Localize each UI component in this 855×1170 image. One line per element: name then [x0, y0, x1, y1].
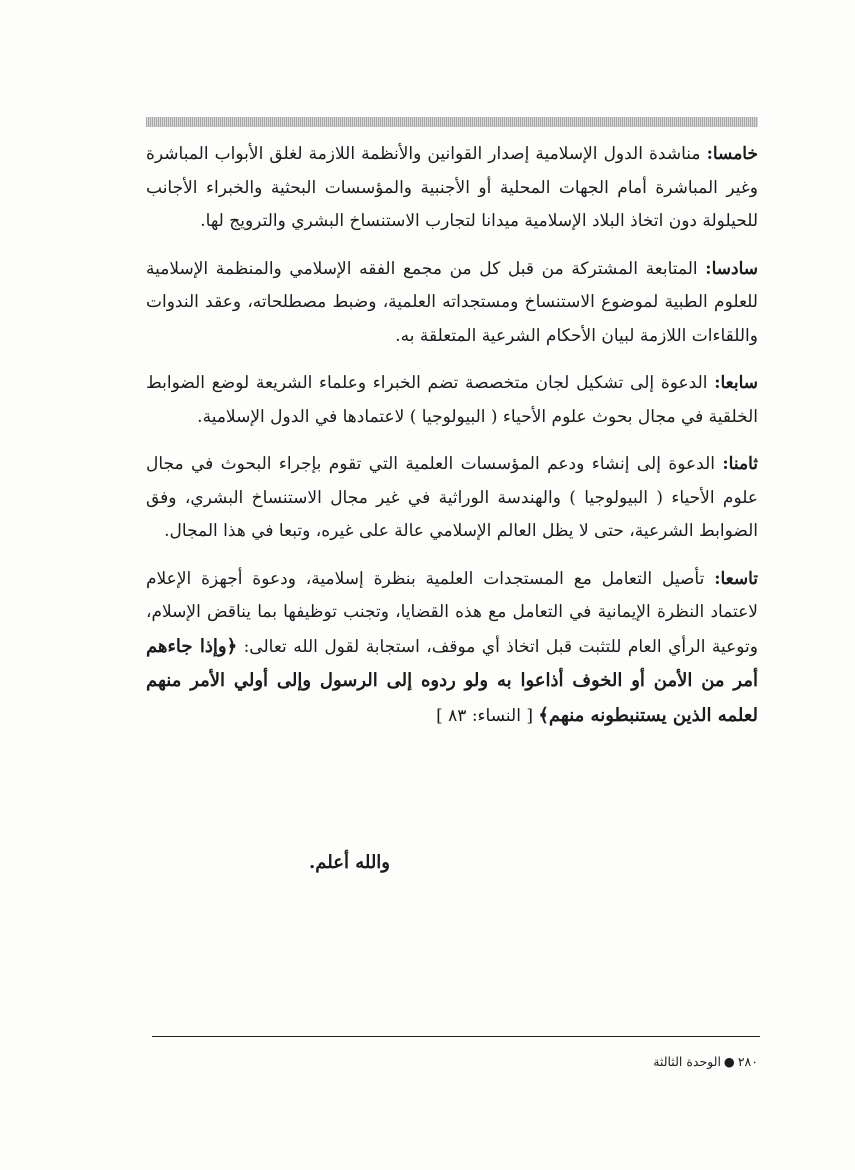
- paragraph-text: مناشدة الدول الإسلامية إصدار القوانين والأنظمة اللازمة لغلق الأبواب المباشرة وغير المباشرة أمام الجهات المحلية أو الأجنبية والمؤسسات البحثية والخبراء الأجانب للحيلولة دون اتخاذ البلاد الإسلامية ميدانا لتجارب الاستنساخ البشري والترويج لها.: [146, 144, 758, 231]
- paragraph-lead: خامسا:: [706, 144, 758, 164]
- section-title: الوحدة الثالثة: [653, 1054, 721, 1069]
- page-number: ٢٨٠: [737, 1054, 758, 1069]
- paragraph-text: الدعوة إلى إنشاء ودعم المؤسسات العلمية التي تقوم بإجراء البحوث في مجال علوم الأحياء ( البيولوجيا ) والهندسة الوراثية في غير مجال الاستنساخ البشري، وفق الضوابط الشرعية، حتى لا يظل العالم الإسلامي عالة على غيره، وتبعا في هذا المجال.: [146, 454, 758, 541]
- bullet-icon: ●: [723, 1054, 735, 1069]
- paragraph-lead: ثامنا:: [722, 454, 758, 474]
- paragraph-text: المتابعة المشتركة من قبل كل من مجمع الفقه الإسلامي والمنظمة الإسلامية للعلوم الطبية لموضوع الاستنساخ ومستجداته العلمية، وضبط مصطلحاته، وعقد الندوات واللقاءات اللازمة لبيان الأحكام الشرعية المتعلقة به.: [146, 258, 758, 346]
- header-decorative-bar: [146, 117, 758, 127]
- page-body: [146, 138, 758, 747]
- quran-verse: ﴿وإذا جاءهم أمر من الأمن أو الخوف أذاعوا به ولو ردوه إلى الرسول وإلى أولي الأمر منهم لعلمه الذين يستنبطونه منهم﴾: [146, 635, 758, 726]
- footer-divider: [152, 1036, 760, 1037]
- paragraph-ninth: [146, 563, 758, 734]
- paragraph-lead: سابعا:: [714, 373, 758, 393]
- paragraph-eighth: [146, 448, 758, 549]
- paragraph-lead: تاسعا:: [714, 568, 758, 589]
- verse-citation: [ النساء: ٨٣ ]: [436, 705, 533, 726]
- paragraph-lead: سادسا:: [705, 258, 758, 279]
- paragraph-fifth: [146, 138, 758, 239]
- paragraph-text: تأصيل التعامل مع المستجدات العلمية بنظرة إسلامية، ودعوة أجهزة الإعلام لاعتماد النظرة الإيمانية في التعامل مع هذه القضايا، وتجنب توظيفها بما يناقض الإسلام، وتوعية الرأي العام للتثبت قبل اتخاذ أي موقف، استجابة لقول الله تعالى:: [146, 568, 758, 657]
- paragraph-seventh: [146, 367, 758, 434]
- paragraph-sixth: [146, 253, 758, 354]
- paragraph-text: الدعوة إلى تشكيل لجان متخصصة تضم الخبراء وعلماء الشريعة لوضع الضوابط الخلقية في مجال بحوث علوم الأحياء ( البيولوجيا ) لاعتمادها في الدول الإسلامية.: [146, 373, 758, 427]
- closing-statement: والله أعلم.: [309, 852, 390, 873]
- page-footer: [562, 1054, 758, 1069]
